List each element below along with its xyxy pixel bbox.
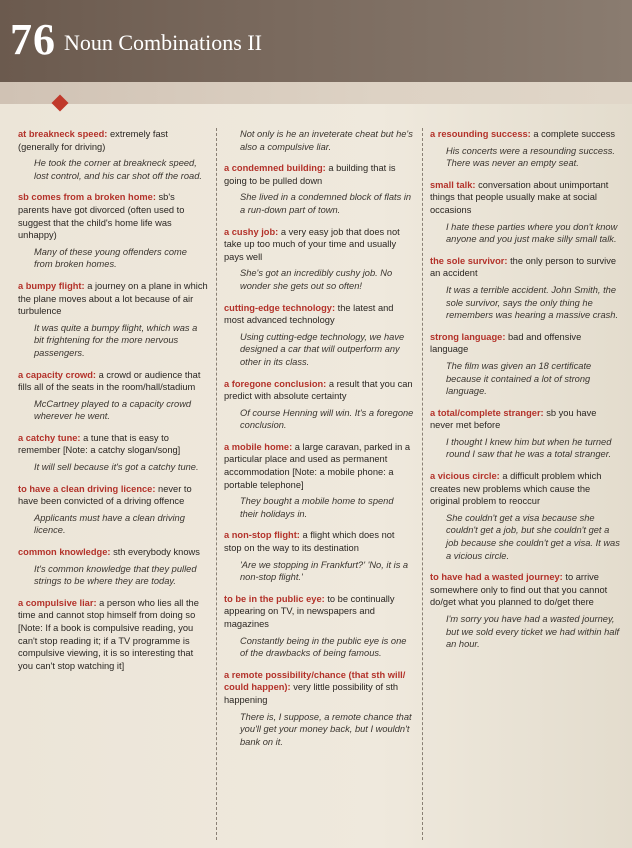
dictionary-entry [224, 162, 414, 216]
entry-headword: to be in the public eye: [224, 593, 325, 604]
entry-definition: a journey on a plane in which the plane moves about a lot because of air turbulence [18, 280, 208, 317]
entry-example: They bought a mobile home to spend their holidays in. [240, 496, 394, 519]
dictionary-entry [18, 191, 208, 271]
entry-headword: a vicious circle: [430, 471, 500, 482]
entry-headword: a condemned building: [224, 163, 326, 174]
entry-headword: small talk: [430, 179, 476, 190]
entry-headword: a mobile home: [224, 441, 293, 452]
dictionary-entry [224, 669, 414, 749]
entry-example: I'm sorry you have had a wasted journey, but we sold every ticket we had within half an hour. [446, 614, 620, 650]
dictionary-entry [224, 529, 414, 583]
entry-definition: very little possibility of sth happening [224, 682, 399, 705]
entry-example: Applicants must have a clean driving licence. [34, 512, 185, 536]
entry-headword: to have a clean driving licence: [18, 483, 156, 494]
entry-example: Constantly being in the public eye is one of the drawbacks of being famous. [240, 635, 407, 659]
dictionary-entry [224, 226, 414, 293]
header-band [0, 82, 632, 104]
entry-example: There is, I suppose, a remote chance that you'll get your money back, but I wouldn't bank on it. [240, 711, 412, 747]
dictionary-entry [430, 179, 620, 246]
dictionary-entry [224, 378, 414, 432]
entry-example: It will sell because it's got a catchy tune. [34, 462, 199, 473]
unit-title: Noun Combinations II [64, 30, 262, 55]
dictionary-entry [224, 302, 414, 369]
entry-headword: a resounding success: [430, 129, 531, 139]
entry-definition: a complete success [533, 129, 615, 139]
entry-definition: to arrive somewhere only to find out that you cannot do/get what you planned to do/get there [430, 572, 608, 608]
entry-definition: a difficult problem which creates new problems which cause the original problem to reoccur [430, 471, 602, 507]
entry-example: I hate these parties where you don't know anyone and you just make silly small talk. [446, 221, 618, 245]
dictionary-entry [430, 470, 620, 562]
column-divider [216, 128, 217, 840]
dictionary-entry [430, 407, 620, 461]
entry-example: He took the corner at breakneck speed, lost control, and his car shot off the road. [34, 158, 202, 181]
entry-definition: a large caravan, parked in a particular place and used as permanent accommodation [Note: a mobile phone: a portable telephone] [224, 441, 411, 490]
entry-definition: a person who lies all the time and cannot stop himself from doing so [Note: If a book is compulsive reading, you can't stop reading it; if a TV programme is compulsive viewing, it is so interesting that you can't stop watching it] [18, 597, 199, 671]
entry-definition: the only person to survive an accident [430, 255, 617, 279]
column-divider [422, 128, 423, 840]
dictionary-entry [224, 441, 414, 521]
entry-example: McCartney played to a capacity crowd wherever he went. [34, 398, 192, 422]
dictionary-entry [430, 571, 620, 651]
entry-example: His concerts were a resounding success. There was never an empty seat. [446, 145, 615, 169]
dictionary-entry [18, 483, 208, 537]
entry-headword: cutting-edge technology: [224, 302, 336, 313]
dictionary-entry [430, 331, 620, 398]
entry-definition: sth everybody knows [113, 547, 200, 558]
column-2 [224, 128, 414, 757]
dictionary-entry [430, 128, 620, 170]
dictionary-entry [224, 593, 414, 660]
entry-definition: a crowd or audience that fills all of the seats in the room/hall/stadium [18, 369, 201, 393]
entry-headword: the sole survivor: [430, 255, 508, 266]
entry-definition: a flight which does not stop on the way to its destination [224, 530, 395, 554]
entry-headword: strong language: [430, 331, 506, 342]
entry-example: She couldn't get a visa because she couldn't get a job, but she couldn't get a job because she couldn't get a visa. It was a vicious circle. [446, 512, 620, 561]
entry-example: Using cutting-edge technology, we have designed a car that will outperform any other in its class. [240, 331, 405, 367]
entry-example: It was quite a bumpy flight, which was a bit frightening for the more nervous passengers. [34, 322, 198, 358]
entry-definition: bad and offensive language [430, 331, 582, 355]
column-3 [430, 128, 620, 660]
entry-example: Many of these young offenders come from broken homes. [34, 246, 187, 270]
entry-definition: sb you have never met before [430, 407, 597, 431]
dictionary-entry [430, 255, 620, 322]
entry-definition: never to have been convicted of a driving offence [18, 483, 192, 507]
entry-headword: a foregone conclusion: [224, 378, 327, 389]
dictionary-entry [18, 432, 208, 474]
entry-headword: a capacity crowd: [18, 369, 97, 380]
entry-definition: a tune that is easy to remember [Note: a catchy slogan/song] [18, 432, 181, 456]
entry-definition: a building that is going to be pulled down [224, 163, 396, 186]
entry-definition: sb's parents have got divorced (often used to suggest that the child's home life was unhappy) [18, 192, 185, 241]
column-1 [18, 128, 208, 681]
entry-example: Of course Henning will win. It's a foregone conclusion. [240, 407, 414, 431]
entry-headword: at breakneck speed: [18, 129, 108, 139]
entry-definition: a result that you can predict with absolute certainty [224, 378, 413, 402]
entry-example: Not only is he an inveterate cheat but he's also a compulsive liar. [240, 129, 413, 152]
dictionary-entry [18, 597, 208, 673]
entry-headword: to have had a wasted journey: [430, 572, 563, 583]
entry-headword: a non-stop flight: [224, 530, 300, 541]
entry-definition: extremely fast (generally for driving) [18, 129, 168, 152]
entry-example: 'Are we stopping in Frankfurt?' 'No, it is a non-stop flight.' [240, 559, 409, 583]
entry-example: She lived in a condemned block of flats in a run-down part of town. [240, 192, 412, 215]
entry-headword: sb comes from a broken home: [18, 192, 156, 203]
entry-headword: a catchy tune: [18, 432, 81, 443]
entry-headword: a bumpy flight: [18, 280, 85, 291]
entry-headword: a cushy job: [224, 226, 279, 237]
entry-headword: a total/complete stranger: [430, 407, 544, 418]
entry-example: It was a terrible accident. John Smith, the sole survivor, says the only thing he remembers was hearing a massive crash. [446, 284, 619, 321]
entry-definition: a very easy job that does not take up too much of your time and usually pays well [224, 226, 400, 262]
entry-example: The film was given an 18 certificate because it contained a lot of strong language. [446, 360, 592, 397]
entry-example: I thought I knew him but when he turned round I saw that he was a total stranger. [446, 436, 612, 460]
entry-headword: a compulsive liar: [18, 597, 97, 608]
dictionary-entry [18, 369, 208, 423]
entry-example: It's common knowledge that they pulled strings to be where they are today. [34, 563, 197, 587]
dictionary-entry [224, 128, 414, 153]
entry-headword: a remote possibility/chance (that sth will/ could happen): [224, 669, 406, 693]
entry-definition: conversation about unimportant things that people usually make at social occasions [430, 179, 609, 215]
unit-number: 76 [10, 15, 56, 64]
entry-definition: to be continually appearing on TV, in newspapers and magazines [224, 593, 395, 629]
dictionary-entry [18, 128, 208, 182]
entry-example: She's got an incredibly cushy job. No wonder she gets out so often! [240, 268, 393, 291]
dictionary-entry [18, 280, 208, 360]
entry-headword: common knowledge: [18, 547, 111, 558]
dictionary-entry [18, 546, 208, 588]
entry-definition: the latest and most advanced technology [224, 302, 394, 326]
unit-header [0, 0, 632, 84]
